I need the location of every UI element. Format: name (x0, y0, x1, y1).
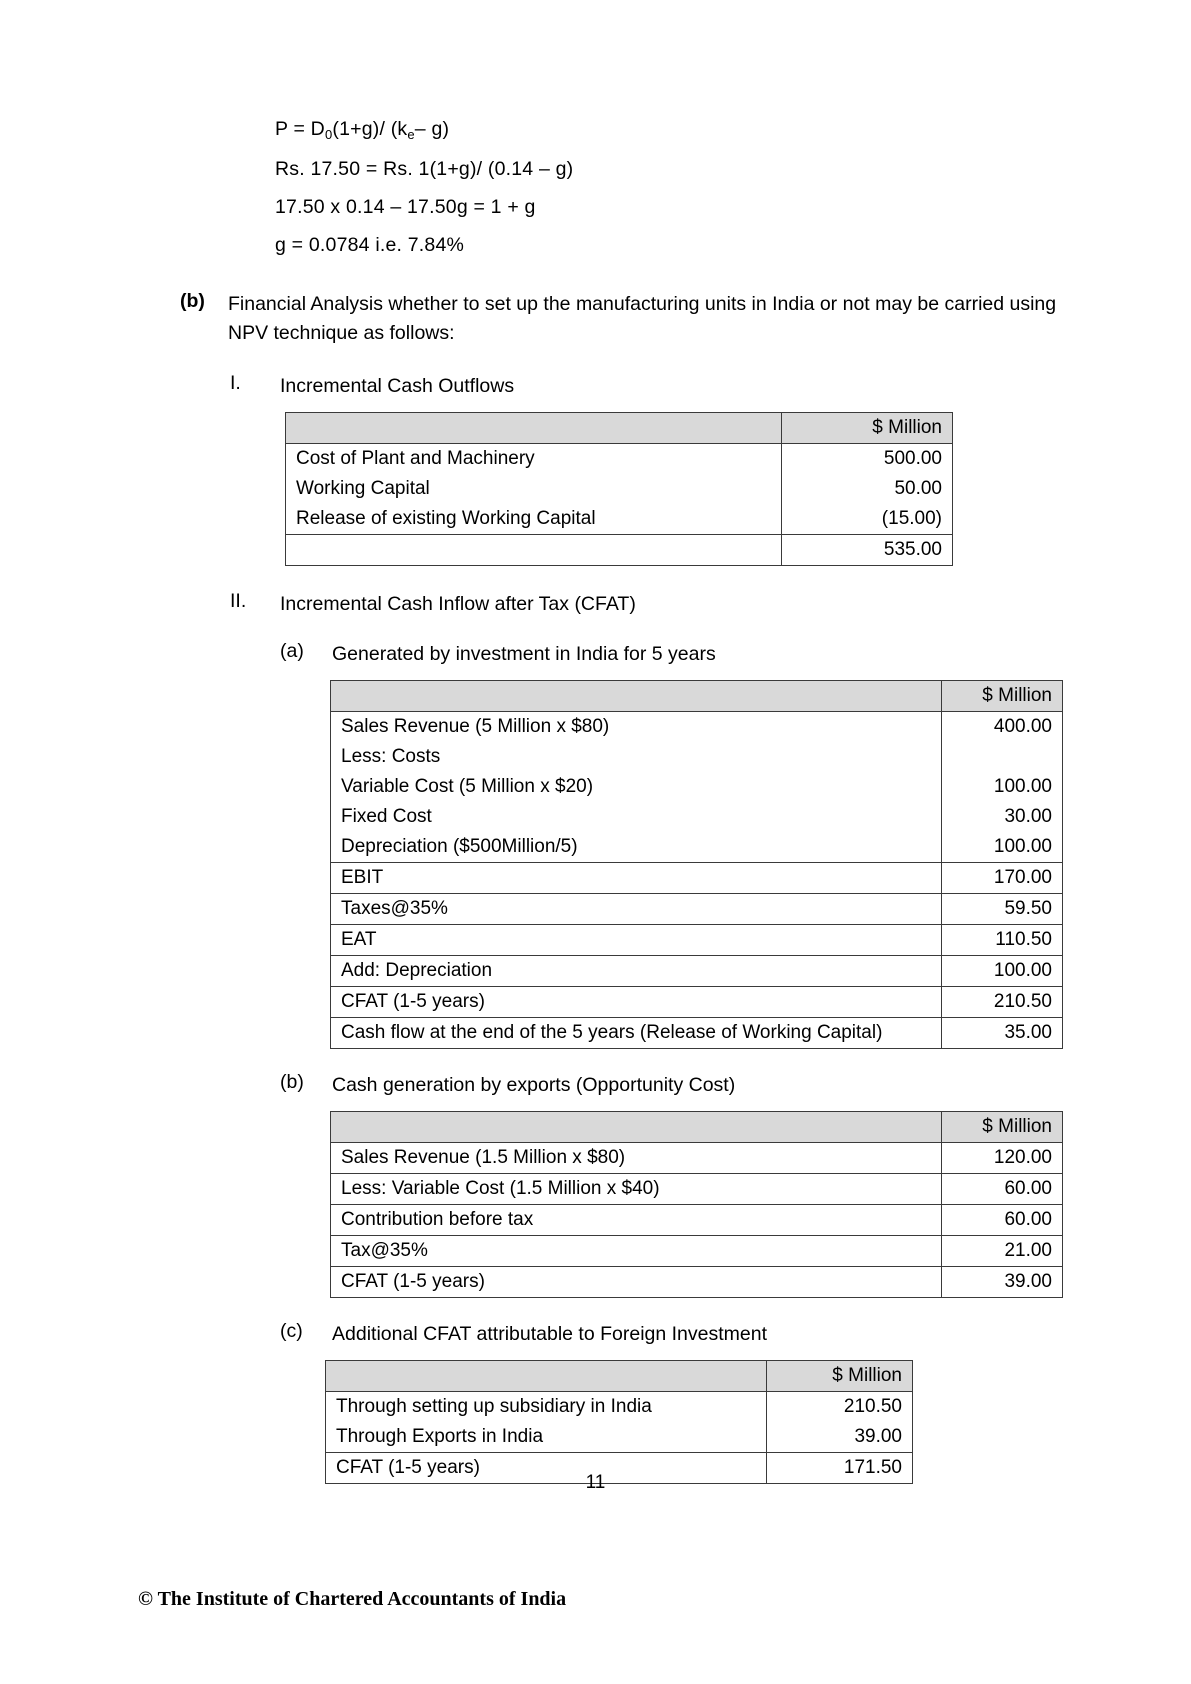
row-item: Cash flow at the end of the 5 years (Release of Working Capital) (331, 1018, 942, 1049)
section-2b-heading (280, 1071, 1071, 1099)
row-item: Through Exports in India (326, 1422, 767, 1453)
header-unit: $ Million (942, 681, 1063, 712)
table-row (331, 772, 1063, 802)
section-1-heading (230, 372, 1071, 400)
row-value: 60.00 (942, 1174, 1063, 1205)
section-2b-label: (b) (280, 1071, 304, 1093)
row-item: Working Capital (286, 474, 782, 504)
table-row (331, 925, 1063, 956)
row-item: Contribution before tax (331, 1205, 942, 1236)
row-value: 210.50 (942, 987, 1063, 1018)
section-2-title: Incremental Cash Inflow after Tax (CFAT) (280, 593, 636, 615)
table-row (331, 987, 1063, 1018)
row-item: EAT (331, 925, 942, 956)
section-2a-label: (a) (280, 640, 304, 662)
part-b-label: (b) (180, 290, 205, 312)
formula-line-3: 17.50 x 0.14 – 17.50g = 1 + g (275, 196, 536, 218)
table-incremental-cash-outflows (285, 412, 953, 566)
footer-copyright: © The Institute of Chartered Accountants of India (138, 1588, 567, 1610)
formula-block (275, 110, 1071, 264)
row-value: 39.00 (942, 1267, 1063, 1298)
row-value: (15.00) (782, 504, 953, 535)
header-unit: $ Million (767, 1361, 913, 1392)
row-value: 171.50 (767, 1453, 913, 1484)
total-value: 535.00 (782, 535, 953, 566)
section-2-heading (230, 590, 1071, 618)
header-unit: $ Million (782, 413, 953, 444)
row-item: EBIT (331, 863, 942, 894)
row-item: Depreciation ($500Million/5) (331, 832, 942, 863)
table-row (286, 444, 953, 475)
formula-line-2: Rs. 17.50 = Rs. 1(1+g)/ (0.14 – g) (275, 158, 574, 180)
subscript-e: e (407, 127, 415, 142)
row-item: Variable Cost (5 Million x $20) (331, 772, 942, 802)
section-2c-title: Additional CFAT attributable to Foreign Investment (332, 1323, 768, 1345)
table-row (331, 894, 1063, 925)
row-item: CFAT (1-5 years) (331, 1267, 942, 1298)
table-row (326, 1392, 913, 1423)
table-row (331, 956, 1063, 987)
section-2a-heading (280, 640, 1071, 668)
part-b-text: Financial Analysis whether to set up the manufacturing units in India or not may be carried using NPV technique as follows: (228, 293, 1057, 344)
section-2-label: II. (230, 590, 247, 612)
row-value: 50.00 (782, 474, 953, 504)
row-value: 210.50 (767, 1392, 913, 1423)
row-value: 100.00 (942, 956, 1063, 987)
table-additional-cfat (325, 1360, 913, 1484)
section-2a-title: Generated by investment in India for 5 years (332, 643, 716, 665)
section-2b-title: Cash generation by exports (Opportunity Cost) (332, 1074, 736, 1096)
table-row (331, 1143, 1063, 1174)
header-blank (286, 413, 782, 444)
table-row (331, 802, 1063, 832)
table-cash-generation-exports (330, 1111, 1063, 1298)
row-value: 100.00 (942, 772, 1063, 802)
table-row (331, 742, 1063, 772)
total-item (286, 535, 782, 566)
formula-line-4: g = 0.0784 i.e. 7.84% (275, 234, 465, 256)
header-blank (331, 681, 942, 712)
table-row (286, 474, 953, 504)
row-value: 30.00 (942, 802, 1063, 832)
section-2c-label: (c) (280, 1320, 303, 1342)
section-2c-heading (280, 1320, 1071, 1348)
row-item: Release of existing Working Capital (286, 504, 782, 535)
table-row (331, 1018, 1063, 1049)
table-row (286, 504, 953, 535)
section-1-title: Incremental Cash Outflows (280, 375, 515, 397)
row-item: Sales Revenue (5 Million x $80) (331, 712, 942, 743)
part-b-paragraph (180, 290, 1071, 348)
header-blank (331, 1112, 942, 1143)
table-row (331, 1267, 1063, 1298)
row-value: 60.00 (942, 1205, 1063, 1236)
row-item: Cost of Plant and Machinery (286, 444, 782, 475)
row-value: 120.00 (942, 1143, 1063, 1174)
table-cfat-india (330, 680, 1063, 1049)
header-blank (326, 1361, 767, 1392)
section-1-label: I. (230, 372, 241, 394)
row-item: CFAT (1-5 years) (326, 1453, 767, 1484)
row-value: 39.00 (767, 1422, 913, 1453)
row-value: 110.50 (942, 925, 1063, 956)
row-item: CFAT (1-5 years) (331, 987, 942, 1018)
row-item: Less: Costs (331, 742, 942, 772)
row-value: 500.00 (782, 444, 953, 475)
table-row (331, 1174, 1063, 1205)
row-item: Sales Revenue (1.5 Million x $80) (331, 1143, 942, 1174)
row-value: 400.00 (942, 712, 1063, 743)
row-value: 35.00 (942, 1018, 1063, 1049)
row-value: 21.00 (942, 1236, 1063, 1267)
page-number: 11 (585, 1472, 606, 1493)
table-row (331, 712, 1063, 743)
table-header-row (286, 413, 953, 444)
row-item: Less: Variable Cost (1.5 Million x $40) (331, 1174, 942, 1205)
row-value (942, 742, 1063, 772)
table-total-row (286, 535, 953, 566)
row-item: Fixed Cost (331, 802, 942, 832)
table-row (331, 1205, 1063, 1236)
row-item: Taxes@35% (331, 894, 942, 925)
formula-line-1: $P = D_0(1+g)/$ ($k_e-$ g) (275, 118, 450, 142)
table-row (331, 863, 1063, 894)
row-item: Through setting up subsidiary in India (326, 1392, 767, 1423)
row-item: Tax@35% (331, 1236, 942, 1267)
table-header-row (331, 1112, 1063, 1143)
header-unit: $ Million (942, 1112, 1063, 1143)
table-row (331, 1236, 1063, 1267)
table-header-row (331, 681, 1063, 712)
subscript-zero: 0 (324, 127, 333, 142)
table-row (331, 832, 1063, 863)
row-value: 59.50 (942, 894, 1063, 925)
table-row (326, 1422, 913, 1453)
row-item: Add: Depreciation (331, 956, 942, 987)
table-header-row (326, 1361, 913, 1392)
row-value: 100.00 (942, 832, 1063, 863)
row-value: 170.00 (942, 863, 1063, 894)
